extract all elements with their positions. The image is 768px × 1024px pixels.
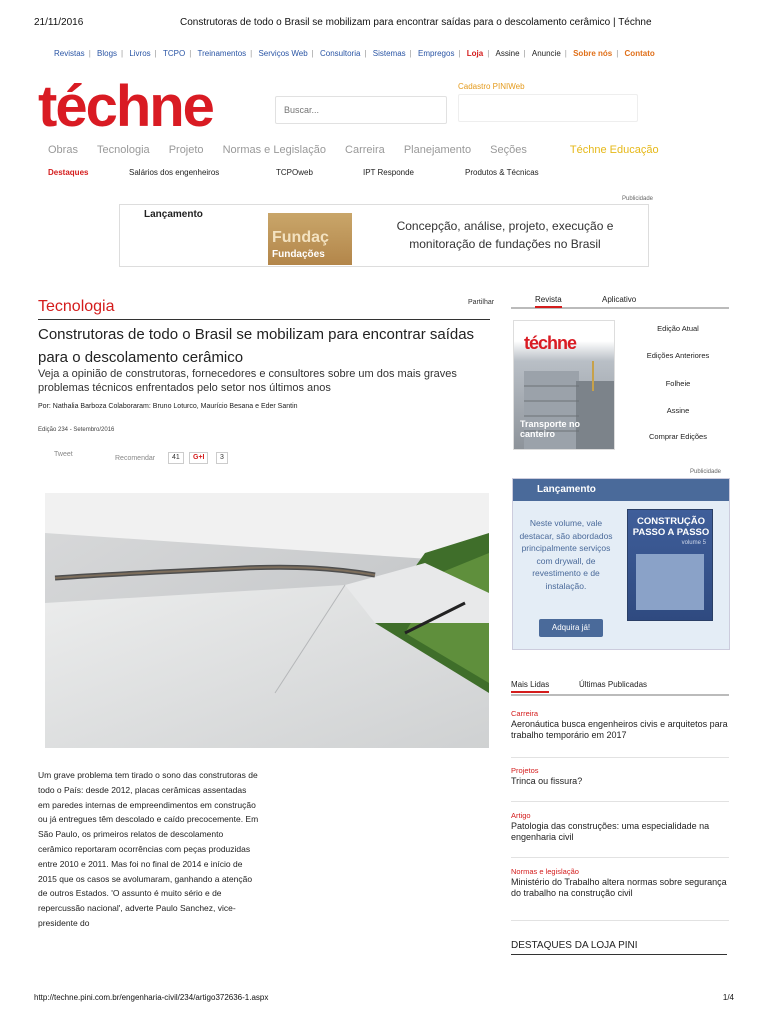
sidebar-ad-book-volume: volume 5 bbox=[681, 540, 706, 546]
ad-banner-tag: Lançamento bbox=[144, 209, 203, 220]
ad-banner-book-title: Fundaç bbox=[272, 229, 329, 246]
top-nav-consultoria[interactable]: Consultoria bbox=[319, 49, 361, 58]
link-comprar-edicoes[interactable]: Comprar Edições bbox=[649, 432, 707, 441]
revista-tabs bbox=[511, 295, 729, 309]
article-photo bbox=[45, 493, 489, 748]
sub-nav-tcpoweb[interactable]: TCPOweb bbox=[276, 168, 313, 177]
mais-lidas-category[interactable]: Normas e legislação bbox=[511, 867, 579, 876]
mais-lidas-headline[interactable]: Aeronáutica busca engenheiros civis e arquitetos para trabalho temporário em 2017 bbox=[511, 719, 728, 740]
sidebar-ad[interactable] bbox=[512, 478, 730, 650]
sub-nav-ipt-responde[interactable]: IPT Responde bbox=[363, 168, 414, 177]
link-edicao-atual[interactable]: Edição Atual bbox=[657, 324, 699, 333]
ad-banner-left bbox=[120, 205, 238, 266]
top-nav-anuncie[interactable]: Anuncie bbox=[531, 49, 561, 58]
recommend-count: 41 bbox=[168, 452, 184, 464]
gplus-count: 3 bbox=[216, 452, 228, 464]
top-nav-livros[interactable]: Livros bbox=[129, 49, 151, 58]
ad-banner-book-sub: Fundações bbox=[272, 249, 325, 260]
article-edition: Edição 234 - Setembro/2016 bbox=[38, 427, 115, 433]
top-nav-tcpo[interactable]: TCPO bbox=[162, 49, 186, 58]
sidebar-ad-book-title: CONSTRUÇÃO PASSO A PASSO bbox=[632, 516, 710, 538]
main-nav-carreira[interactable]: Carreira bbox=[345, 144, 385, 156]
main-nav-projeto[interactable]: Projeto bbox=[168, 144, 204, 156]
cadastro-box[interactable] bbox=[458, 94, 638, 122]
mais-lidas-category[interactable]: Carreira bbox=[511, 709, 539, 718]
tab-aplicativo[interactable]: Aplicativo bbox=[602, 295, 637, 304]
gplus-button[interactable]: G+I bbox=[189, 452, 208, 464]
link-folheie[interactable]: Folheie bbox=[665, 379, 691, 388]
mais-lidas-tabs bbox=[511, 680, 729, 696]
mais-lidas-headline[interactable]: Trinca ou fissura? bbox=[511, 776, 583, 786]
ad-banner[interactable] bbox=[119, 204, 649, 267]
mais-lidas-category[interactable]: Projetos bbox=[511, 766, 539, 775]
main-nav bbox=[48, 144, 675, 156]
top-nav-servicos-web[interactable]: Serviços Web bbox=[258, 49, 308, 58]
search-input[interactable] bbox=[275, 96, 447, 124]
top-nav-sobre-nos[interactable]: Sobre nós bbox=[573, 49, 613, 58]
sidebar-ad-book-art bbox=[636, 554, 704, 610]
sub-nav-produtos[interactable]: Produtos & Técnicas bbox=[465, 168, 539, 177]
main-nav-techne-educacao[interactable]: Téchne Educação bbox=[569, 144, 659, 156]
sub-nav-salarios[interactable]: Salários dos engenheiros bbox=[129, 168, 220, 177]
tab-revista[interactable]: Revista bbox=[535, 295, 562, 308]
print-footer bbox=[34, 993, 734, 1002]
main-nav-planejamento[interactable]: Planejamento bbox=[403, 144, 472, 156]
link-edicoes-anteriores[interactable]: Edições Anteriores bbox=[646, 351, 710, 360]
mais-lidas-item[interactable] bbox=[511, 766, 729, 787]
share-label[interactable]: Partilhar bbox=[468, 299, 495, 306]
mais-lidas-item[interactable] bbox=[511, 811, 729, 843]
main-nav-secoes[interactable]: Seções bbox=[490, 144, 527, 156]
top-nav-sistemas[interactable]: Sistemas bbox=[372, 49, 406, 58]
article-body: Um grave problema tem tirado o sono das construtoras de todo o País: desde 2012, placas cerâmicas assentadas em paredes internas de empreendimentos em construção ou já entregues têm descolado e caído precocemente. Em São Paulo, os primeiros relatos de descolamento cerâmico reportaram ocorrências com peças produzidas entre 2010 e 2011. Mas foi no final de 2014 e início de 2015 que os casos se avolumaram, ganhando a atenção de outros Estados. 'O assunto é muito sério e de repercussão nacional', adverte Paulo Sanchez, vice-presidente do bbox=[38, 770, 259, 928]
sub-nav-destaques[interactable]: Destaques bbox=[48, 168, 89, 177]
main-nav-obras[interactable]: Obras bbox=[48, 144, 78, 156]
sidebar-ad-header bbox=[513, 479, 729, 501]
article-deck: Veja a opinião de construtoras, fornecedores e consultores sobre um dos mais graves problemas técnicos enfrentados pelo setor nos últimos anos bbox=[38, 368, 457, 394]
mais-lidas-divider bbox=[511, 920, 729, 921]
article-headline: Construtoras de todo o Brasil se mobilizam para encontrar saídas para o descolamento cerâmico bbox=[38, 326, 475, 366]
top-nav-assine[interactable]: Assine bbox=[495, 49, 520, 58]
section-divider bbox=[38, 319, 490, 320]
print-title: Construtoras de todo o Brasil se mobilizam para encontrar saídas para o descolamento cerâmico | Téchne bbox=[180, 17, 652, 28]
mais-lidas-item[interactable] bbox=[511, 709, 729, 741]
mais-lidas-divider bbox=[511, 757, 729, 758]
mais-lidas-headline[interactable]: Ministério do Trabalho altera normas sobre segurança do trabalho na construção civil bbox=[511, 877, 727, 898]
main-nav-tecnologia[interactable]: Tecnologia bbox=[97, 144, 150, 156]
ad-banner-text: Concepção, análise, projeto, execução e monitoração de fundações no Brasil bbox=[396, 219, 614, 251]
top-nav-loja[interactable]: Loja bbox=[466, 49, 484, 58]
link-assine[interactable]: Assine bbox=[666, 406, 690, 415]
mais-lidas-headline[interactable]: Patologia das construções: uma especialidade na engenharia civil bbox=[511, 821, 710, 842]
top-nav-revistas[interactable]: Revistas bbox=[54, 49, 85, 58]
print-url: http://techne.pini.com.br/engenharia-civil/234/artigo372636-1.aspx bbox=[34, 993, 269, 1002]
publicidade-label-side: Publicidade bbox=[690, 469, 722, 475]
sidebar-ad-text: Neste volume, vale destacar, são abordados principalmente serviços com drywall, de revestimento e de instalação. bbox=[519, 518, 613, 591]
destaques-loja-title: DESTAQUES DA LOJA PINI bbox=[511, 940, 727, 955]
mais-lidas-divider bbox=[511, 801, 729, 802]
tab-mais-lidas[interactable]: Mais Lidas bbox=[511, 680, 549, 693]
recommend-label[interactable]: Recomendar bbox=[115, 455, 156, 462]
adquira-button[interactable]: Adquira já! bbox=[539, 619, 603, 637]
article-byline: Por: Nathalia Barboza Colaboraram: Bruno Loturco, Maurício Besana e Eder Santin bbox=[38, 403, 298, 410]
top-nav-empregos[interactable]: Empregos bbox=[417, 49, 455, 58]
mais-lidas-category[interactable]: Artigo bbox=[511, 811, 531, 820]
cracked-tile-photo bbox=[45, 493, 489, 748]
magazine-cover[interactable] bbox=[513, 320, 615, 450]
sidebar-ad-book-image bbox=[627, 509, 713, 621]
main-nav-normas[interactable]: Normas e Legislação bbox=[222, 144, 326, 156]
cover-title: Transporte no canteiro bbox=[520, 419, 581, 439]
print-date: 21/11/2016 bbox=[34, 17, 84, 28]
tab-ultimas-publicadas[interactable]: Últimas Publicadas bbox=[579, 680, 648, 689]
publicidade-label-top: Publicidade bbox=[622, 196, 654, 202]
ad-banner-book-image bbox=[268, 213, 352, 265]
techne-logo[interactable]: téchne bbox=[38, 74, 213, 139]
sidebar-ad-tag: Lançamento bbox=[537, 484, 596, 495]
print-page-number: 1/4 bbox=[722, 993, 734, 1002]
tweet-button[interactable]: Tweet bbox=[54, 451, 73, 458]
cover-logo: téchne bbox=[524, 333, 577, 353]
top-nav: Revistas | Blogs | Livros | TCPO | Treinamentos | Serviços Web | Consultoria | Sistemas | Empregos | Loja | Assine | Anuncie | Sobre nós | Contato bbox=[54, 49, 655, 58]
mais-lidas-item[interactable] bbox=[511, 867, 729, 899]
cadastro-label[interactable]: Cadastro PINIWeb bbox=[458, 82, 525, 91]
top-nav-blogs[interactable]: Blogs bbox=[97, 49, 118, 58]
top-nav-treinamentos[interactable]: Treinamentos bbox=[197, 49, 247, 58]
section-title[interactable]: Tecnologia bbox=[38, 298, 115, 315]
print-header bbox=[34, 17, 734, 31]
top-nav-contato[interactable]: Contato bbox=[624, 49, 655, 58]
mais-lidas-divider bbox=[511, 857, 729, 858]
